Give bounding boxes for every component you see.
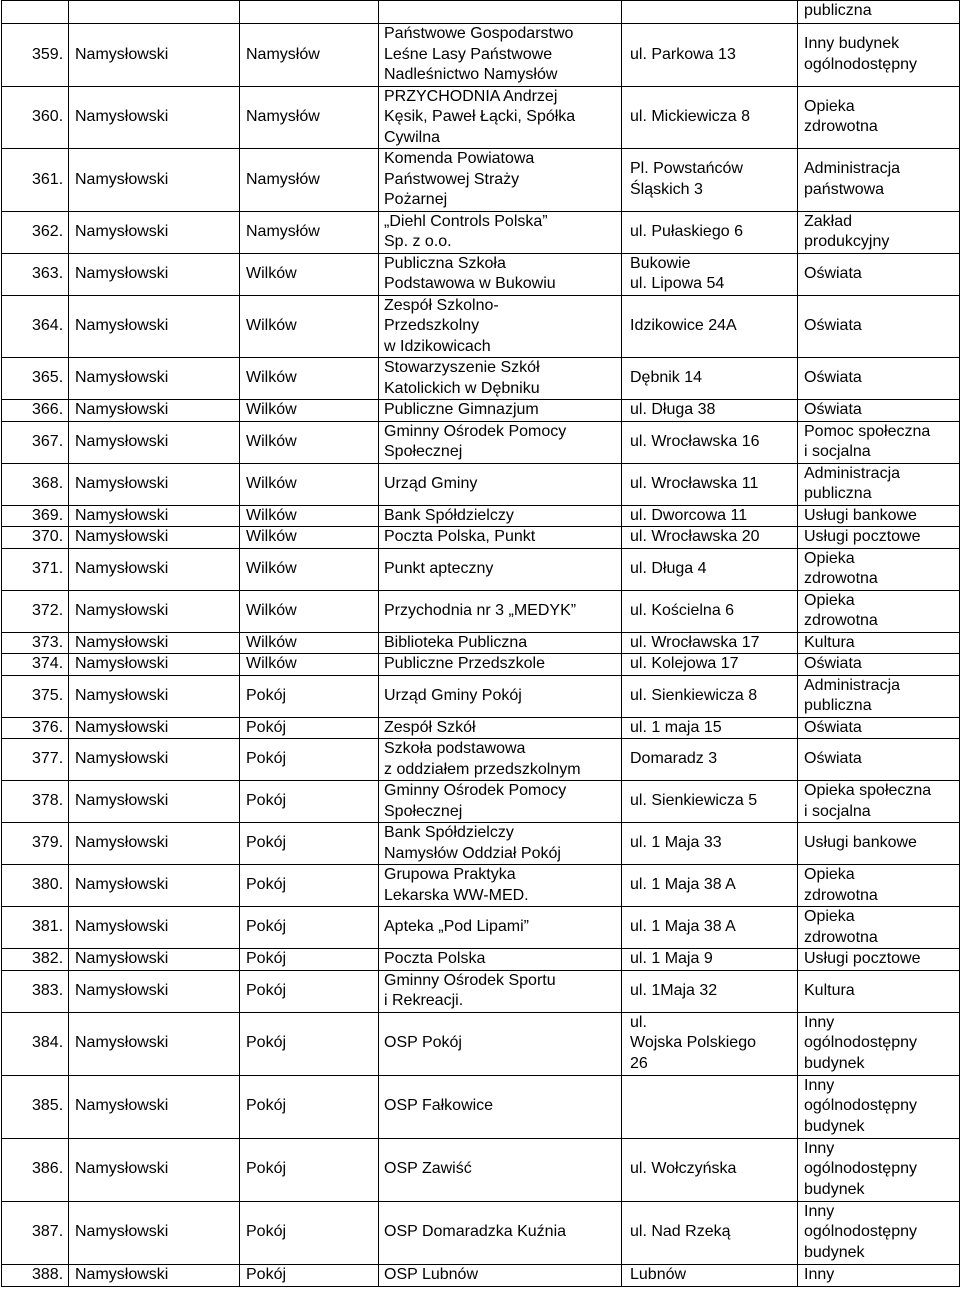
facility-name-cell: OSP Fałkowice — [379, 1075, 622, 1138]
facility-type-cell: Oświata — [798, 654, 960, 676]
county-cell: Namysłowski — [69, 24, 240, 87]
facility-name-cell: Apteka „Pod Lipami” — [379, 907, 622, 949]
county-cell: Namysłowski — [69, 1012, 240, 1075]
table-row — [2, 1264, 960, 1286]
table-row — [2, 717, 960, 739]
commune-cell: Wilków — [240, 358, 379, 400]
facility-name-cell: Biblioteka Publiczna — [379, 632, 622, 654]
row-number: 359. — [2, 24, 69, 87]
table-row — [2, 463, 960, 505]
facility-name-cell: Urząd Gminy Pokój — [379, 675, 622, 717]
table-row — [2, 970, 960, 1012]
facility-type-cell: Usługi pocztowe — [798, 527, 960, 549]
row-number: 373. — [2, 632, 69, 654]
row-number: 384. — [2, 1012, 69, 1075]
county-cell: Namysłowski — [69, 739, 240, 781]
address-cell: ul. Wrocławska 16 — [622, 421, 798, 463]
facility-type-cell: publiczna — [798, 1, 960, 24]
address-cell: ul. Nad Rzeką — [622, 1201, 798, 1264]
commune-cell: Wilków — [240, 295, 379, 358]
row-number: 385. — [2, 1075, 69, 1138]
address-cell: ul. Kolejowa 17 — [622, 654, 798, 676]
table-row — [2, 86, 960, 149]
county-cell: Namysłowski — [69, 527, 240, 549]
facility-name-cell: Stowarzyszenie Szkół Katolickich w Dębniku — [379, 358, 622, 400]
commune-cell: Wilków — [240, 505, 379, 527]
facility-name-cell: Przychodnia nr 3 „MEDYK” — [379, 590, 622, 632]
facility-type-cell: Kultura — [798, 970, 960, 1012]
table-row — [2, 548, 960, 590]
address-cell: ul. Wojska Polskiego 26 — [622, 1012, 798, 1075]
facility-type-cell: Usługi pocztowe — [798, 949, 960, 971]
commune-cell: Wilków — [240, 400, 379, 422]
county-cell: Namysłowski — [69, 632, 240, 654]
commune-cell: Pokój — [240, 1138, 379, 1201]
address-cell: ul. Wrocławska 17 — [622, 632, 798, 654]
commune-cell: Pokój — [240, 970, 379, 1012]
table-row — [2, 632, 960, 654]
facility-type-cell: Inny ogólnodostępny budynek — [798, 1012, 960, 1075]
row-number: 372. — [2, 590, 69, 632]
facility-type-cell: Opieka zdrowotna — [798, 907, 960, 949]
commune-cell: Namysłów — [240, 149, 379, 212]
county-cell — [69, 1, 240, 24]
table-row — [2, 253, 960, 295]
facility-name-cell: Publiczna Szkoła Podstawowa w Bukowiu — [379, 253, 622, 295]
row-number: 374. — [2, 654, 69, 676]
facility-name-cell: Punkt apteczny — [379, 548, 622, 590]
facility-type-cell: Pomoc społeczna i socjalna — [798, 421, 960, 463]
facility-name-cell: Grupowa Praktyka Lekarska WW-MED. — [379, 865, 622, 907]
address-cell: ul. Wrocławska 11 — [622, 463, 798, 505]
commune-cell: Pokój — [240, 823, 379, 865]
county-cell: Namysłowski — [69, 781, 240, 823]
county-cell: Namysłowski — [69, 970, 240, 1012]
address-cell: Pl. Powstańców Śląskich 3 — [622, 149, 798, 212]
table-row — [2, 527, 960, 549]
address-cell: ul. 1Maja 32 — [622, 970, 798, 1012]
address-cell: ul. Sienkiewicza 5 — [622, 781, 798, 823]
row-number: 376. — [2, 717, 69, 739]
commune-cell: Pokój — [240, 717, 379, 739]
county-cell: Namysłowski — [69, 1201, 240, 1264]
facility-type-cell: Opieka zdrowotna — [798, 86, 960, 149]
row-number: 363. — [2, 253, 69, 295]
commune-cell: Wilków — [240, 632, 379, 654]
commune-cell: Pokój — [240, 907, 379, 949]
facility-type-cell: Inny ogólnodostępny budynek — [798, 1201, 960, 1264]
commune-cell: Namysłów — [240, 86, 379, 149]
county-cell: Namysłowski — [69, 675, 240, 717]
table-row — [2, 1138, 960, 1201]
address-cell: ul. Parkowa 13 — [622, 24, 798, 87]
facility-name-cell: Poczta Polska — [379, 949, 622, 971]
address-cell: ul. Długa 38 — [622, 400, 798, 422]
address-cell: ul. Wrocławska 20 — [622, 527, 798, 549]
row-number: 388. — [2, 1264, 69, 1286]
address-cell: Bukowie ul. Lipowa 54 — [622, 253, 798, 295]
address-cell: ul. Dworcowa 11 — [622, 505, 798, 527]
table-row — [2, 505, 960, 527]
commune-cell: Wilków — [240, 253, 379, 295]
commune-cell: Pokój — [240, 865, 379, 907]
facility-name-cell: Państwowe Gospodarstwo Leśne Lasy Państwowe Nadleśnictwo Namysłów — [379, 24, 622, 87]
facility-type-cell: Oświata — [798, 295, 960, 358]
row-number: 362. — [2, 211, 69, 253]
facility-name-cell: PRZYCHODNIA Andrzej Kęsik, Paweł Łącki, Spółka Cywilna — [379, 86, 622, 149]
row-number: 375. — [2, 675, 69, 717]
facility-type-cell: Administracja publiczna — [798, 675, 960, 717]
county-cell: Namysłowski — [69, 253, 240, 295]
table-row — [2, 24, 960, 87]
commune-cell: Pokój — [240, 949, 379, 971]
row-number: 367. — [2, 421, 69, 463]
table-row — [2, 949, 960, 971]
county-cell: Namysłowski — [69, 823, 240, 865]
row-number: 364. — [2, 295, 69, 358]
commune-cell: Wilków — [240, 654, 379, 676]
facility-type-cell: Oświata — [798, 739, 960, 781]
facility-name-cell: Zespół Szkół — [379, 717, 622, 739]
table-row — [2, 590, 960, 632]
facility-name-cell: Publiczne Przedszkole — [379, 654, 622, 676]
address-cell: Lubnów — [622, 1264, 798, 1286]
row-number: 386. — [2, 1138, 69, 1201]
county-cell: Namysłowski — [69, 295, 240, 358]
county-cell: Namysłowski — [69, 86, 240, 149]
address-cell: ul. Sienkiewicza 8 — [622, 675, 798, 717]
row-number: 383. — [2, 970, 69, 1012]
table-row — [2, 421, 960, 463]
facility-type-cell: Opieka zdrowotna — [798, 548, 960, 590]
row-number: 382. — [2, 949, 69, 971]
facility-name-cell: OSP Pokój — [379, 1012, 622, 1075]
facility-type-cell: Oświata — [798, 400, 960, 422]
table-row — [2, 400, 960, 422]
facility-type-cell: Usługi bankowe — [798, 505, 960, 527]
address-cell: ul. Wołczyńska — [622, 1138, 798, 1201]
county-cell: Namysłowski — [69, 211, 240, 253]
facility-type-cell: Inny — [798, 1264, 960, 1286]
facility-type-cell: Administracja państwowa — [798, 149, 960, 212]
facility-type-cell: Zakład produkcyjny — [798, 211, 960, 253]
address-cell: ul. Pułaskiego 6 — [622, 211, 798, 253]
facility-name-cell: Zespół Szkolno- Przedszkolny w Idzikowicach — [379, 295, 622, 358]
address-cell: Idzikowice 24A — [622, 295, 798, 358]
commune-cell: Wilków — [240, 421, 379, 463]
row-number: 370. — [2, 527, 69, 549]
row-number: 368. — [2, 463, 69, 505]
facility-type-cell: Inny budynek ogólnodostępny — [798, 24, 960, 87]
facility-name-cell: Bank Spółdzielczy Namysłów Oddział Pokój — [379, 823, 622, 865]
row-number: 378. — [2, 781, 69, 823]
row-number: 360. — [2, 86, 69, 149]
table-row — [2, 823, 960, 865]
commune-cell: Pokój — [240, 1012, 379, 1075]
facility-name-cell: Szkoła podstawowa z oddziałem przedszkolnym — [379, 739, 622, 781]
commune-cell: Wilków — [240, 463, 379, 505]
facility-type-cell: Inny ogólnodostępny budynek — [798, 1138, 960, 1201]
address-cell: ul. 1 Maja 38 A — [622, 907, 798, 949]
row-number: 361. — [2, 149, 69, 212]
commune-cell: Wilków — [240, 548, 379, 590]
table-row — [2, 907, 960, 949]
table-row — [2, 211, 960, 253]
facility-table-body — [2, 1, 960, 1287]
table-row — [2, 1012, 960, 1075]
address-cell: ul. Kościelna 6 — [622, 590, 798, 632]
commune-cell: Namysłów — [240, 24, 379, 87]
table-row — [2, 295, 960, 358]
address-cell — [622, 1075, 798, 1138]
county-cell: Namysłowski — [69, 463, 240, 505]
table-row — [2, 358, 960, 400]
facility-type-cell: Kultura — [798, 632, 960, 654]
row-number: 365. — [2, 358, 69, 400]
county-cell: Namysłowski — [69, 907, 240, 949]
facility-type-cell: Usługi bankowe — [798, 823, 960, 865]
table-row — [2, 781, 960, 823]
address-cell: ul. 1 Maja 33 — [622, 823, 798, 865]
commune-cell: Pokój — [240, 781, 379, 823]
facility-name-cell — [379, 1, 622, 24]
county-cell: Namysłowski — [69, 505, 240, 527]
facility-type-cell: Opieka społeczna i socjalna — [798, 781, 960, 823]
row-number: 377. — [2, 739, 69, 781]
facility-type-cell: Oświata — [798, 717, 960, 739]
county-cell: Namysłowski — [69, 358, 240, 400]
county-cell: Namysłowski — [69, 1075, 240, 1138]
commune-cell: Pokój — [240, 1201, 379, 1264]
row-number: 381. — [2, 907, 69, 949]
table-row — [2, 1, 960, 24]
address-cell: Dębnik 14 — [622, 358, 798, 400]
facility-name-cell: Gminny Ośrodek Sportu i Rekreacji. — [379, 970, 622, 1012]
facility-name-cell: Gminny Ośrodek Pomocy Społecznej — [379, 781, 622, 823]
county-cell: Namysłowski — [69, 654, 240, 676]
table-row — [2, 149, 960, 212]
facility-type-cell: Opieka zdrowotna — [798, 865, 960, 907]
address-cell: ul. Mickiewicza 8 — [622, 86, 798, 149]
facility-name-cell: Gminny Ośrodek Pomocy Społecznej — [379, 421, 622, 463]
facility-name-cell: OSP Domaradzka Kuźnia — [379, 1201, 622, 1264]
address-cell — [622, 1, 798, 24]
county-cell: Namysłowski — [69, 865, 240, 907]
facility-type-cell: Oświata — [798, 253, 960, 295]
county-cell: Namysłowski — [69, 548, 240, 590]
row-number: 366. — [2, 400, 69, 422]
address-cell: ul. Długa 4 — [622, 548, 798, 590]
facility-name-cell: Poczta Polska, Punkt — [379, 527, 622, 549]
commune-cell: Pokój — [240, 675, 379, 717]
row-number: 369. — [2, 505, 69, 527]
commune-cell — [240, 1, 379, 24]
row-number: 387. — [2, 1201, 69, 1264]
commune-cell: Namysłów — [240, 211, 379, 253]
table-row — [2, 1075, 960, 1138]
facility-table — [1, 0, 960, 1287]
facility-name-cell: OSP Lubnów — [379, 1264, 622, 1286]
table-row — [2, 865, 960, 907]
address-cell: Domaradz 3 — [622, 739, 798, 781]
county-cell: Namysłowski — [69, 949, 240, 971]
county-cell: Namysłowski — [69, 149, 240, 212]
commune-cell: Wilków — [240, 527, 379, 549]
row-number: 379. — [2, 823, 69, 865]
address-cell: ul. 1 Maja 9 — [622, 949, 798, 971]
facility-type-cell: Inny ogólnodostępny budynek — [798, 1075, 960, 1138]
commune-cell: Pokój — [240, 1264, 379, 1286]
county-cell: Namysłowski — [69, 717, 240, 739]
address-cell: ul. 1 maja 15 — [622, 717, 798, 739]
table-row — [2, 654, 960, 676]
county-cell: Namysłowski — [69, 1138, 240, 1201]
county-cell: Namysłowski — [69, 421, 240, 463]
facility-name-cell: „Diehl Controls Polska” Sp. z o.o. — [379, 211, 622, 253]
table-row — [2, 1201, 960, 1264]
row-number: 371. — [2, 548, 69, 590]
county-cell: Namysłowski — [69, 590, 240, 632]
commune-cell: Pokój — [240, 1075, 379, 1138]
facility-type-cell: Administracja publiczna — [798, 463, 960, 505]
facility-name-cell: Komenda Powiatowa Państwowej Straży Pożarnej — [379, 149, 622, 212]
commune-cell: Pokój — [240, 739, 379, 781]
row-number — [2, 1, 69, 24]
county-cell: Namysłowski — [69, 400, 240, 422]
facility-type-cell: Oświata — [798, 358, 960, 400]
row-number: 380. — [2, 865, 69, 907]
facility-type-cell: Opieka zdrowotna — [798, 590, 960, 632]
county-cell: Namysłowski — [69, 1264, 240, 1286]
address-cell: ul. 1 Maja 38 A — [622, 865, 798, 907]
table-row — [2, 739, 960, 781]
facility-name-cell: OSP Zawiść — [379, 1138, 622, 1201]
facility-name-cell: Bank Spółdzielczy — [379, 505, 622, 527]
commune-cell: Wilków — [240, 590, 379, 632]
facility-name-cell: Publiczne Gimnazjum — [379, 400, 622, 422]
facility-name-cell: Urząd Gminy — [379, 463, 622, 505]
table-row — [2, 675, 960, 717]
